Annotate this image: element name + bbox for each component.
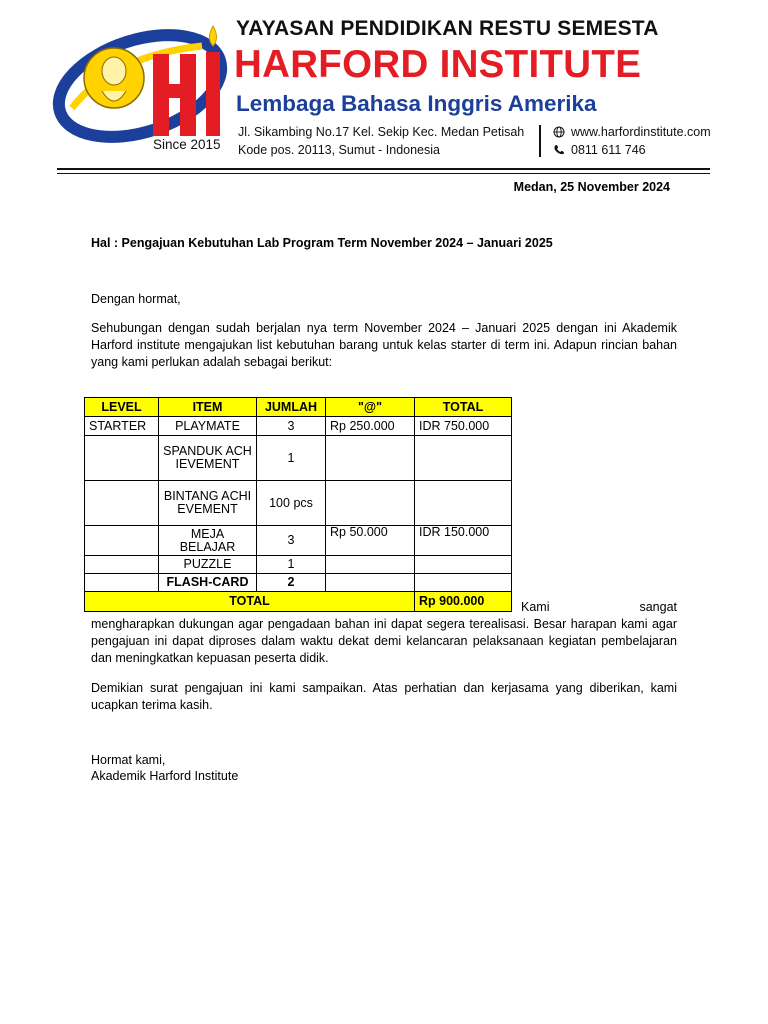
cell-item: PUZZLE <box>159 556 257 574</box>
table-row <box>85 481 512 526</box>
website-link[interactable]: www.harfordinstitute.com <box>571 125 711 139</box>
cell-item: FLASH-CARD <box>159 574 257 592</box>
header-level: LEVEL <box>85 398 159 417</box>
cell-jumlah: 100 pcs <box>257 481 326 526</box>
institute-name: HARFORD INSTITUTE <box>234 43 642 86</box>
cell-item: SPANDUK ACHIEVEMENT <box>159 436 257 481</box>
cell-jumlah: 1 <box>257 436 326 481</box>
total-label: TOTAL <box>85 592 415 612</box>
foundation-name: YAYASAN PENDIDIKAN RESTU SEMESTA <box>236 17 659 40</box>
letter-greeting: Dengan hormat, <box>91 292 181 306</box>
institute-tagline: Lembaga Bahasa Inggris Amerika <box>236 91 597 116</box>
total-value: Rp 900.000 <box>415 592 512 612</box>
cell-total <box>415 574 512 592</box>
cell-level <box>85 556 159 574</box>
cell-jumlah: 3 <box>257 417 326 436</box>
cell-total <box>415 556 512 574</box>
letter-date: Medan, 25 November 2024 <box>513 180 670 194</box>
cell-total: IDR 750.000 <box>415 417 512 436</box>
table-row <box>85 417 512 436</box>
table-row <box>85 574 512 592</box>
signature-block <box>91 752 238 784</box>
letter-subject: Hal : Pengajuan Kebutuhan Lab Program Term November 2024 – Januari 2025 <box>91 236 553 250</box>
paragraph-intro: Sehubungan dengan sudah berjalan nya term November 2024 – Januari 2025 dengan ini Akademik Harford institute mengajukan list kebutuhan barang untuk kelas starter di term ini. Adapun rincian bahan yang kami perlukan adalah sebagai berikut: <box>91 321 677 369</box>
contact-block <box>553 123 711 159</box>
header-unit-price: "@" <box>326 398 415 417</box>
paragraph-closing: Demikian surat pengajuan ini kami sampaikan. Atas perhatian dan kerjasama yang diberikan, kami ucapkan terima kasih. <box>91 681 677 712</box>
cell-item: MEJA BELAJAR <box>159 526 257 556</box>
cell-level: STARTER <box>85 417 159 436</box>
letterhead-rule-thin <box>57 173 710 174</box>
cell-unit-price: Rp 50.000 <box>326 526 415 556</box>
cell-jumlah: 3 <box>257 526 326 556</box>
closing-phrase: Hormat kami, <box>91 753 166 767</box>
cell-jumlah: 2 <box>257 574 326 592</box>
header-total: TOTAL <box>415 398 512 417</box>
table-row <box>85 556 512 574</box>
table-row <box>85 436 512 481</box>
cell-total <box>415 436 512 481</box>
address-block <box>238 123 524 159</box>
cell-unit-price <box>326 436 415 481</box>
cell-total <box>415 481 512 526</box>
paragraph-request <box>91 599 677 667</box>
harford-logo <box>52 16 234 156</box>
cell-item: PLAYMATE <box>159 417 257 436</box>
address-line-2: Kode pos. 20113, Sumut - Indonesia <box>238 143 440 157</box>
header-item: ITEM <box>159 398 257 417</box>
cell-unit-price <box>326 481 415 526</box>
cell-total: IDR 150.000 <box>415 526 512 556</box>
globe-icon <box>553 126 565 138</box>
contact-divider <box>539 125 541 157</box>
cell-level <box>85 481 159 526</box>
cell-item: BINTANG ACHIEVEMENT <box>159 481 257 526</box>
address-line-1: Jl. Sikambing No.17 Kel. Sekip Kec. Medan Petisah <box>238 125 525 139</box>
phone-icon <box>553 144 565 156</box>
cell-unit-price <box>326 556 415 574</box>
table-row <box>85 526 512 556</box>
paragraph-request-text: Kami sangat mengharapkan dukungan agar pengadaan bahan ini dapat segera terealisasi. Besar harapan kami agar pengajuan ini dapat diproses dalam waktu dekat demi kelancaran pelaksanaan kegiatan pembelajaran dan meningkatkan kepuasan peserta didik. <box>91 600 677 665</box>
cell-unit-price <box>326 574 415 592</box>
cell-level <box>85 436 159 481</box>
cell-level <box>85 574 159 592</box>
cell-level <box>85 526 159 556</box>
phone-number: 0811 611 746 <box>571 143 646 157</box>
header-jumlah: JUMLAH <box>257 398 326 417</box>
items-table <box>84 397 512 612</box>
signatory-name: Akademik Harford Institute <box>91 769 239 783</box>
cell-unit-price: Rp 250.000 <box>326 417 415 436</box>
since-label: Since 2015 <box>153 137 221 152</box>
cell-jumlah: 1 <box>257 556 326 574</box>
letterhead-rule-thick <box>57 168 710 170</box>
table-header-row <box>85 398 512 417</box>
